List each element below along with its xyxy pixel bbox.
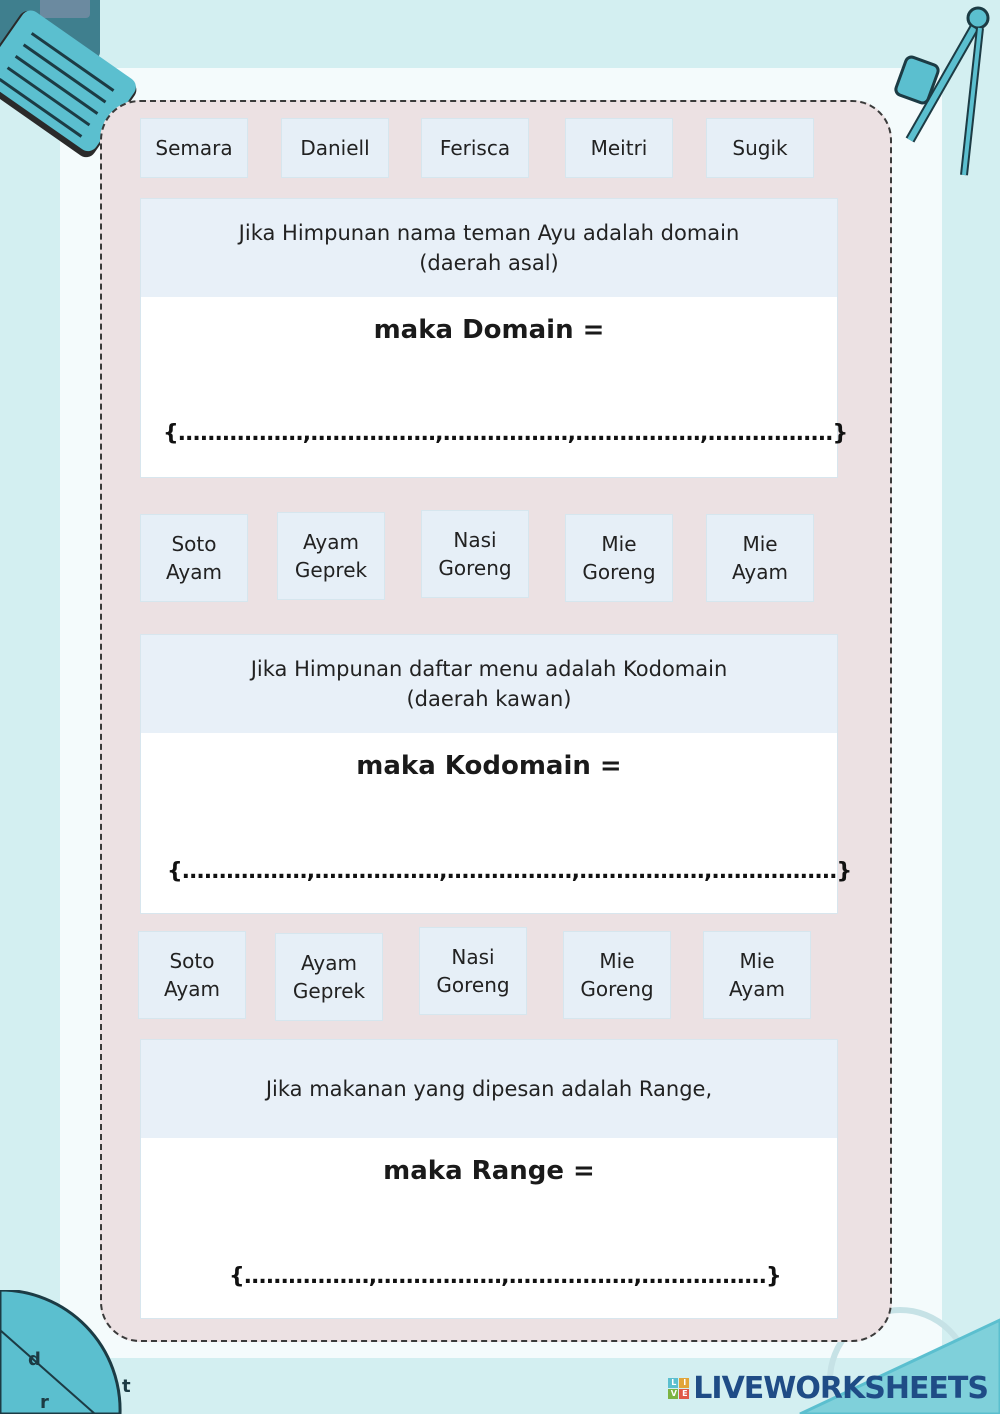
domain-answer-area — [141, 297, 848, 477]
menu-chip-nasi-goreng[interactable]: Nasi Goreng — [421, 510, 529, 598]
domain-instruction-line1: Jika Himpunan nama teman Ayu adalah domain — [238, 221, 740, 245]
name-chip-sugik[interactable]: Sugik — [706, 118, 814, 178]
menu-chip-soto-ayam-2[interactable]: Soto Ayam — [138, 931, 246, 1019]
menu-chip-mie-goreng-2[interactable]: Mie Goreng — [563, 931, 671, 1019]
range-answer-area — [141, 1138, 837, 1318]
menu-chip-nasi-goreng-2[interactable]: Nasi Goreng — [419, 927, 527, 1015]
domain-instruction-line2: (daerah asal) — [419, 251, 559, 275]
deco-letter-r: r — [40, 1392, 49, 1413]
kodomain-panel — [140, 634, 852, 914]
domain-panel — [140, 198, 848, 478]
liveworksheets-logo[interactable] — [668, 1371, 988, 1406]
logo-text: LIVEWORKSHEETS — [693, 1371, 988, 1406]
menu-chip-mie-ayam[interactable]: Mie Ayam — [706, 514, 814, 602]
range-heading: maka Range = — [383, 1156, 595, 1186]
range-panel — [140, 1039, 838, 1319]
kodomain-answer-blank[interactable]: {.................,.................,.................,.................,.................} — [167, 859, 852, 884]
deco-letter-t: t — [122, 1376, 131, 1397]
deco-letter-d: d — [28, 1349, 41, 1370]
kodomain-answer-area — [141, 733, 852, 913]
name-chip-meitri[interactable]: Meitri — [565, 118, 673, 178]
kodomain-instruction-line1: Jika Himpunan daftar menu adalah Kodomain — [250, 657, 728, 681]
domain-answer-blank[interactable]: {.................,.................,.................,.................,.................} — [163, 421, 848, 446]
menu-chip-mie-goreng[interactable]: Mie Goreng — [565, 514, 673, 602]
compass-decoration-icon — [880, 0, 1000, 185]
kodomain-heading: maka Kodomain = — [356, 751, 622, 781]
kodomain-instruction-line2: (daerah kawan) — [406, 687, 572, 711]
domain-instruction — [141, 199, 837, 297]
menu-chip-ayam-geprek-2[interactable]: Ayam Geprek — [275, 933, 383, 1021]
range-answer-blank[interactable]: {.................,.................,.................,.................} — [229, 1264, 781, 1289]
name-chip-ferisca[interactable]: Ferisca — [421, 118, 529, 178]
domain-heading: maka Domain = — [373, 315, 605, 345]
name-chip-daniell[interactable]: Daniell — [281, 118, 389, 178]
kodomain-instruction — [141, 635, 837, 733]
menu-chip-mie-ayam-2[interactable]: Mie Ayam — [703, 931, 811, 1019]
menu-chip-soto-ayam[interactable]: Soto Ayam — [140, 514, 248, 602]
name-chip-semara[interactable]: Semara — [140, 118, 248, 178]
logo-badge-icon: L I V E — [668, 1378, 689, 1399]
range-instruction-line1: Jika makanan yang dipesan adalah Range, — [265, 1077, 713, 1101]
range-instruction — [141, 1040, 837, 1138]
menu-chip-ayam-geprek[interactable]: Ayam Geprek — [277, 512, 385, 600]
